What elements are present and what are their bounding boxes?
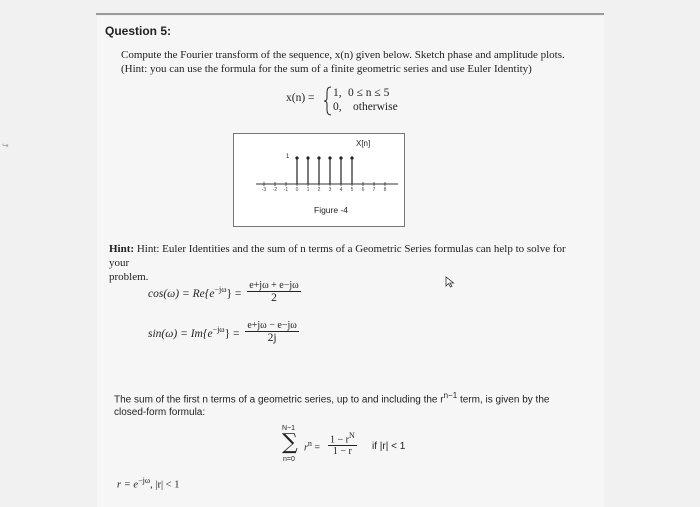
sin-lhs: sin(ω) = Im{e — [148, 327, 213, 340]
tick-label: 2 — [317, 187, 321, 193]
figure-4 — [233, 133, 405, 227]
definition-lhs: x(n) = — [286, 92, 315, 104]
sum-upper-limit: N−1 — [282, 425, 296, 432]
sum-lower-limit: n=0 — [283, 456, 295, 463]
definition-case-1-condition: 0 ≤ n ≤ 5 — [348, 87, 390, 99]
series-line-2: closed-form formula: — [114, 407, 206, 419]
sum-closed-form — [328, 431, 357, 457]
r-definition-condition: , |r| < 1 — [150, 479, 180, 491]
top-divider — [96, 13, 604, 15]
definition-brace — [324, 86, 332, 116]
tick-label: 6 — [361, 187, 365, 193]
sum-term-exponent: n — [307, 439, 312, 448]
hint-text: Hint: Hint: Euler Identities and the sum of n terms of a Geometric Series formulas can help to solve for your problem. — [109, 242, 579, 284]
r-definition-lhs: r = e — [117, 479, 139, 491]
tick-label: 8 — [383, 187, 387, 193]
cos-lhs: cos(ω) = Re{e — [148, 287, 215, 300]
r-definition — [117, 476, 179, 491]
series-line-1: The sum of the first n terms of a geometric series, up to and including the r — [114, 394, 444, 406]
question-text — [121, 48, 601, 76]
stem-marker — [350, 156, 353, 159]
closed-form-denominator: 1 − r — [332, 446, 352, 458]
sin-exponent: −jω — [212, 324, 225, 334]
hint-line-1: Hint: Euler Identities and the sum of n terms of a Geometric Series formulas can help to solve for your — [109, 243, 566, 269]
question-line-2: (Hint: you can use the formula for the sum of a finite geometric series and use Euler Identity) — [121, 63, 532, 75]
stem-marker — [306, 156, 309, 159]
stem-height-label: 1 — [286, 154, 290, 160]
definition-case-2-condition: otherwise — [353, 101, 398, 113]
tick-label: 0 — [295, 187, 299, 193]
stem-marker — [317, 156, 320, 159]
sum-term-base: r — [304, 442, 308, 454]
tick-label: 4 — [339, 187, 343, 193]
tick-label: 7 — [372, 187, 376, 193]
tick-label: -1 — [283, 187, 289, 193]
tick-label: -3 — [261, 187, 267, 193]
cos-denominator: 2 — [271, 292, 277, 304]
stem-marker — [295, 156, 298, 159]
sin-identity: $\sin(\omega) = Im\{e^{-j\omega}\}$ = $\frac{e+j\omega - e-j\omega}{2j}$ — [148, 320, 297, 344]
cos-numerator: e+jω + e−jω — [249, 280, 299, 291]
sin-numerator: e+jω − e−jω — [247, 320, 297, 331]
hint-line-2: problem. — [109, 271, 149, 283]
cos-identity: $\cos(\omega) = Re\{e^{-j\omega}\}$ = $\frac{e+j\omega + e-j\omega}{2}$ — [148, 280, 299, 304]
series-line-1-sup: n−1 — [443, 391, 458, 400]
tick-label: 1 — [306, 187, 310, 193]
sin-denominator: 2j — [267, 332, 277, 344]
cos-exponent: −jω — [214, 284, 227, 294]
closed-form-numerator: 1 − r — [330, 434, 349, 446]
margin-mark-icon: ↪ — [2, 141, 9, 150]
tick-label: 3 — [328, 187, 332, 193]
sum-condition: if |r| < 1 — [372, 441, 406, 452]
cursor-arrow-icon — [445, 276, 455, 288]
tick-labels — [234, 187, 404, 195]
question-line-1: Compute the Fourier transform of the sequence, x(n) given below. Sketch phase and amplitude plots. — [121, 49, 565, 61]
stem-group — [264, 156, 385, 186]
stem-marker — [339, 156, 342, 159]
closed-form-numerator-sup: N — [348, 431, 355, 440]
series-text — [114, 389, 584, 419]
definition-case-1-value: 1, — [333, 87, 342, 99]
sum-term: $r^n$ = — [304, 439, 321, 454]
r-definition-exponent: −jω — [138, 476, 151, 485]
sigma-icon: ∑ — [282, 430, 298, 455]
tick-label: -2 — [272, 187, 278, 193]
tick-label: 5 — [350, 187, 354, 193]
figure-title: X[n] — [356, 139, 371, 148]
figure-caption: Figure -4 — [314, 205, 349, 215]
series-line-1-end: term, is given by the — [457, 394, 550, 406]
question-title: Question 5: — [105, 24, 172, 38]
stem-marker — [328, 156, 331, 159]
definition-case-2-value: 0, — [333, 101, 342, 113]
